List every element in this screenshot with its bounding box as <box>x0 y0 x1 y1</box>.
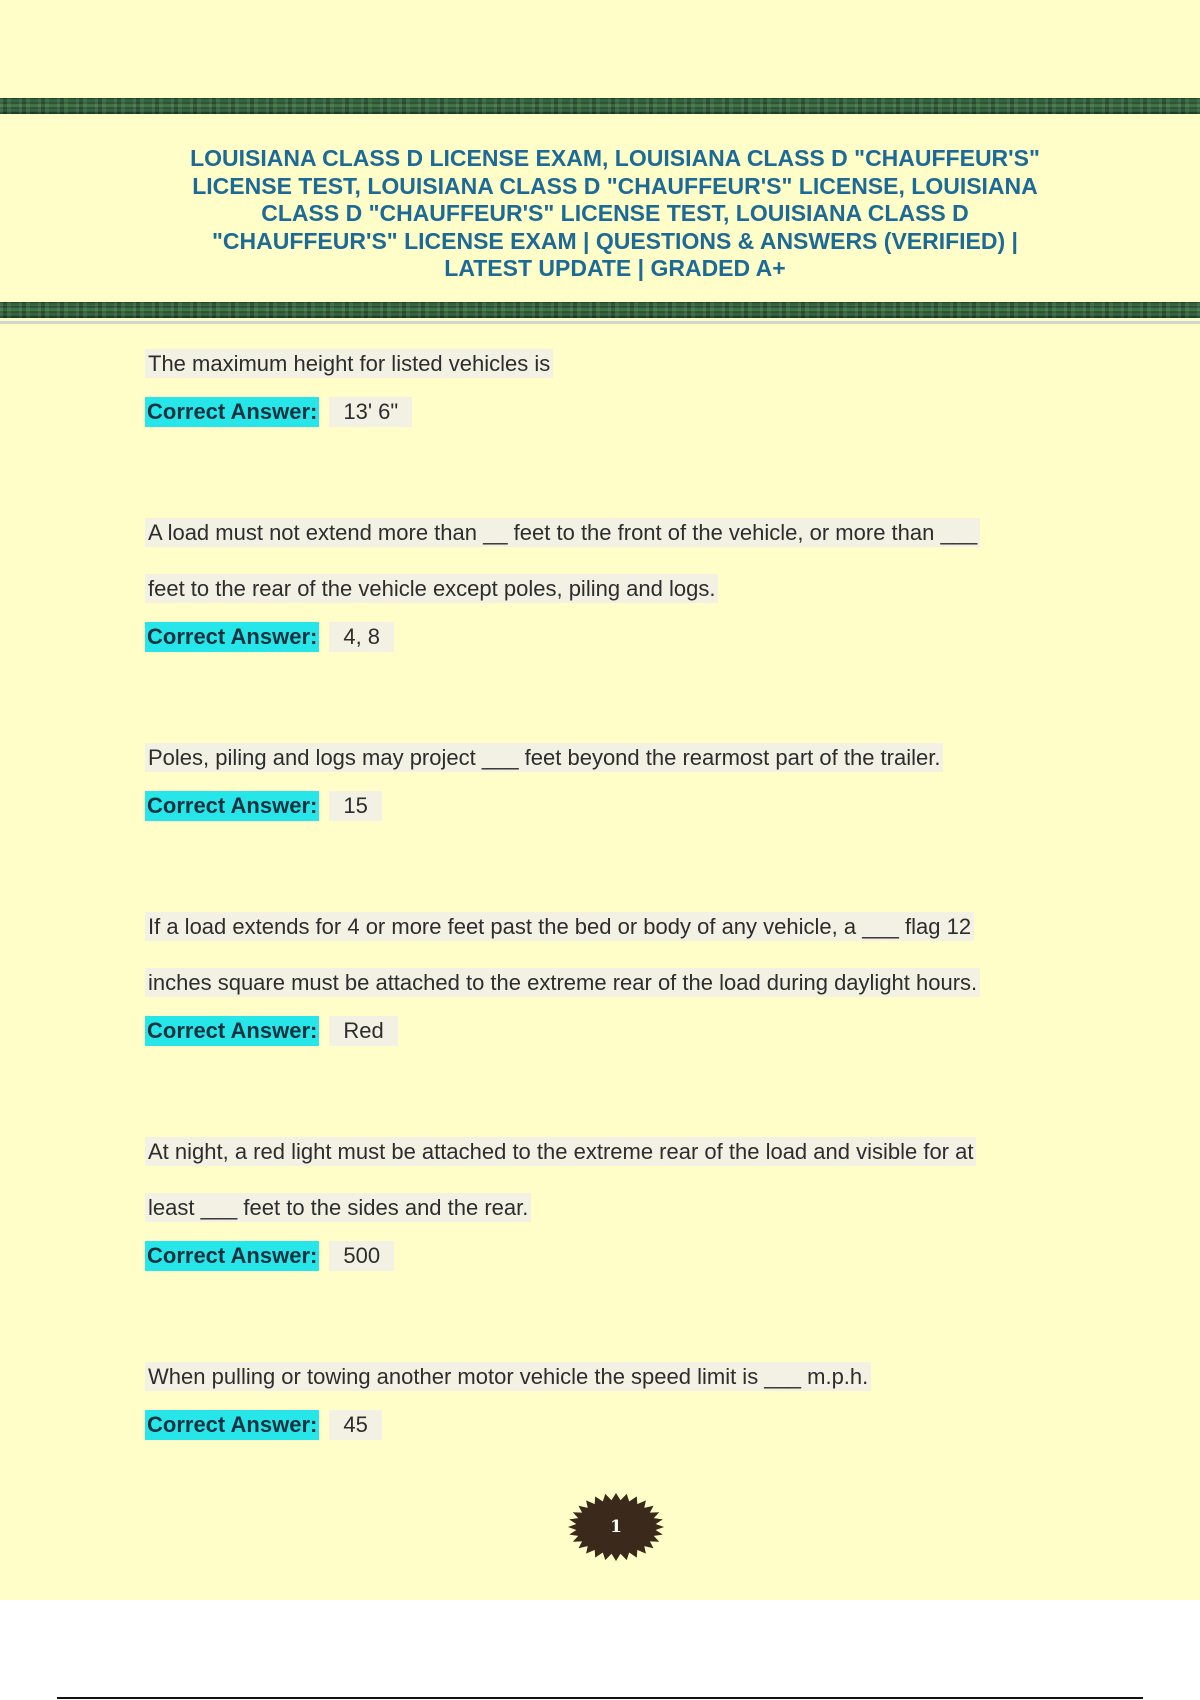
title-line: CLASS D "CHAUFFEUR'S" LICENSE TEST, LOUISIANA CLASS D <box>261 200 969 226</box>
answer-label: Correct Answer: <box>145 1241 319 1271</box>
qa-item <box>145 1349 1075 1445</box>
qa-item <box>145 899 1075 1051</box>
answer-value: 45 <box>329 1410 381 1440</box>
answer-value: 500 <box>329 1241 394 1271</box>
question-line: A load must not extend more than __ feet to the front of the vehicle, or more than ___ <box>145 518 980 547</box>
answer-row <box>145 1405 1075 1445</box>
question-line: inches square must be attached to the extreme rear of the load during daylight hours. <box>145 968 980 997</box>
answer-value: 13' 6" <box>329 397 412 427</box>
answer-label: Correct Answer: <box>145 791 319 821</box>
question <box>145 899 1075 1011</box>
answer-label: Correct Answer: <box>145 1016 319 1046</box>
page-number: 1 <box>610 1517 622 1537</box>
divider <box>0 321 1200 324</box>
answer-value: 4, 8 <box>329 622 394 652</box>
answer-row <box>145 392 1075 432</box>
answer-row <box>145 617 1075 657</box>
answer-label: Correct Answer: <box>145 1410 319 1440</box>
answer-label: Correct Answer: <box>145 622 319 652</box>
question-line: The maximum height for listed vehicles is <box>145 349 553 378</box>
answer-value: Red <box>329 1016 397 1046</box>
page-number-badge <box>566 1492 666 1562</box>
question <box>145 730 1075 786</box>
question-line: Poles, piling and logs may project ___ feet beyond the rearmost part of the trailer. <box>145 743 943 772</box>
answer-row <box>145 786 1075 826</box>
title-line: LOUISIANA CLASS D LICENSE EXAM, LOUISIANA CLASS D "CHAUFFEUR'S" <box>190 145 1040 171</box>
answer-label: Correct Answer: <box>145 397 319 427</box>
decorative-bottom-band <box>0 302 1200 318</box>
title-line: LICENSE TEST, LOUISIANA CLASS D "CHAUFFEUR'S" LICENSE, LOUISIANA <box>192 172 1038 199</box>
document-title <box>140 145 1090 283</box>
answer-value: 15 <box>329 791 381 821</box>
decorative-top-band <box>0 98 1200 114</box>
answer-row <box>145 1236 1075 1276</box>
qa-list <box>145 336 1075 1518</box>
qa-item <box>145 505 1075 657</box>
qa-item <box>145 1124 1075 1276</box>
question-line: feet to the rear of the vehicle except poles, piling and logs. <box>145 574 718 603</box>
question <box>145 1124 1075 1236</box>
question-line: If a load extends for 4 or more feet past the bed or body of any vehicle, a ___ flag 12 <box>145 912 974 941</box>
question <box>145 1349 1075 1405</box>
footer-rule <box>57 1697 1143 1699</box>
title-line: "CHAUFFEUR'S" LICENSE EXAM | QUESTIONS & ANSWERS (VERIFIED) | <box>211 227 1018 254</box>
question-line: At night, a red light must be attached to the extreme rear of the load and visible for at <box>145 1137 976 1166</box>
answer-row <box>145 1011 1075 1051</box>
qa-item <box>145 336 1075 432</box>
title-line: LATEST UPDATE | GRADED A+ <box>444 255 786 281</box>
qa-item <box>145 730 1075 826</box>
question-line: least ___ feet to the sides and the rear. <box>145 1193 531 1222</box>
question <box>145 336 1075 392</box>
question-line: When pulling or towing another motor vehicle the speed limit is ___ m.p.h. <box>145 1362 871 1391</box>
question <box>145 505 1075 617</box>
